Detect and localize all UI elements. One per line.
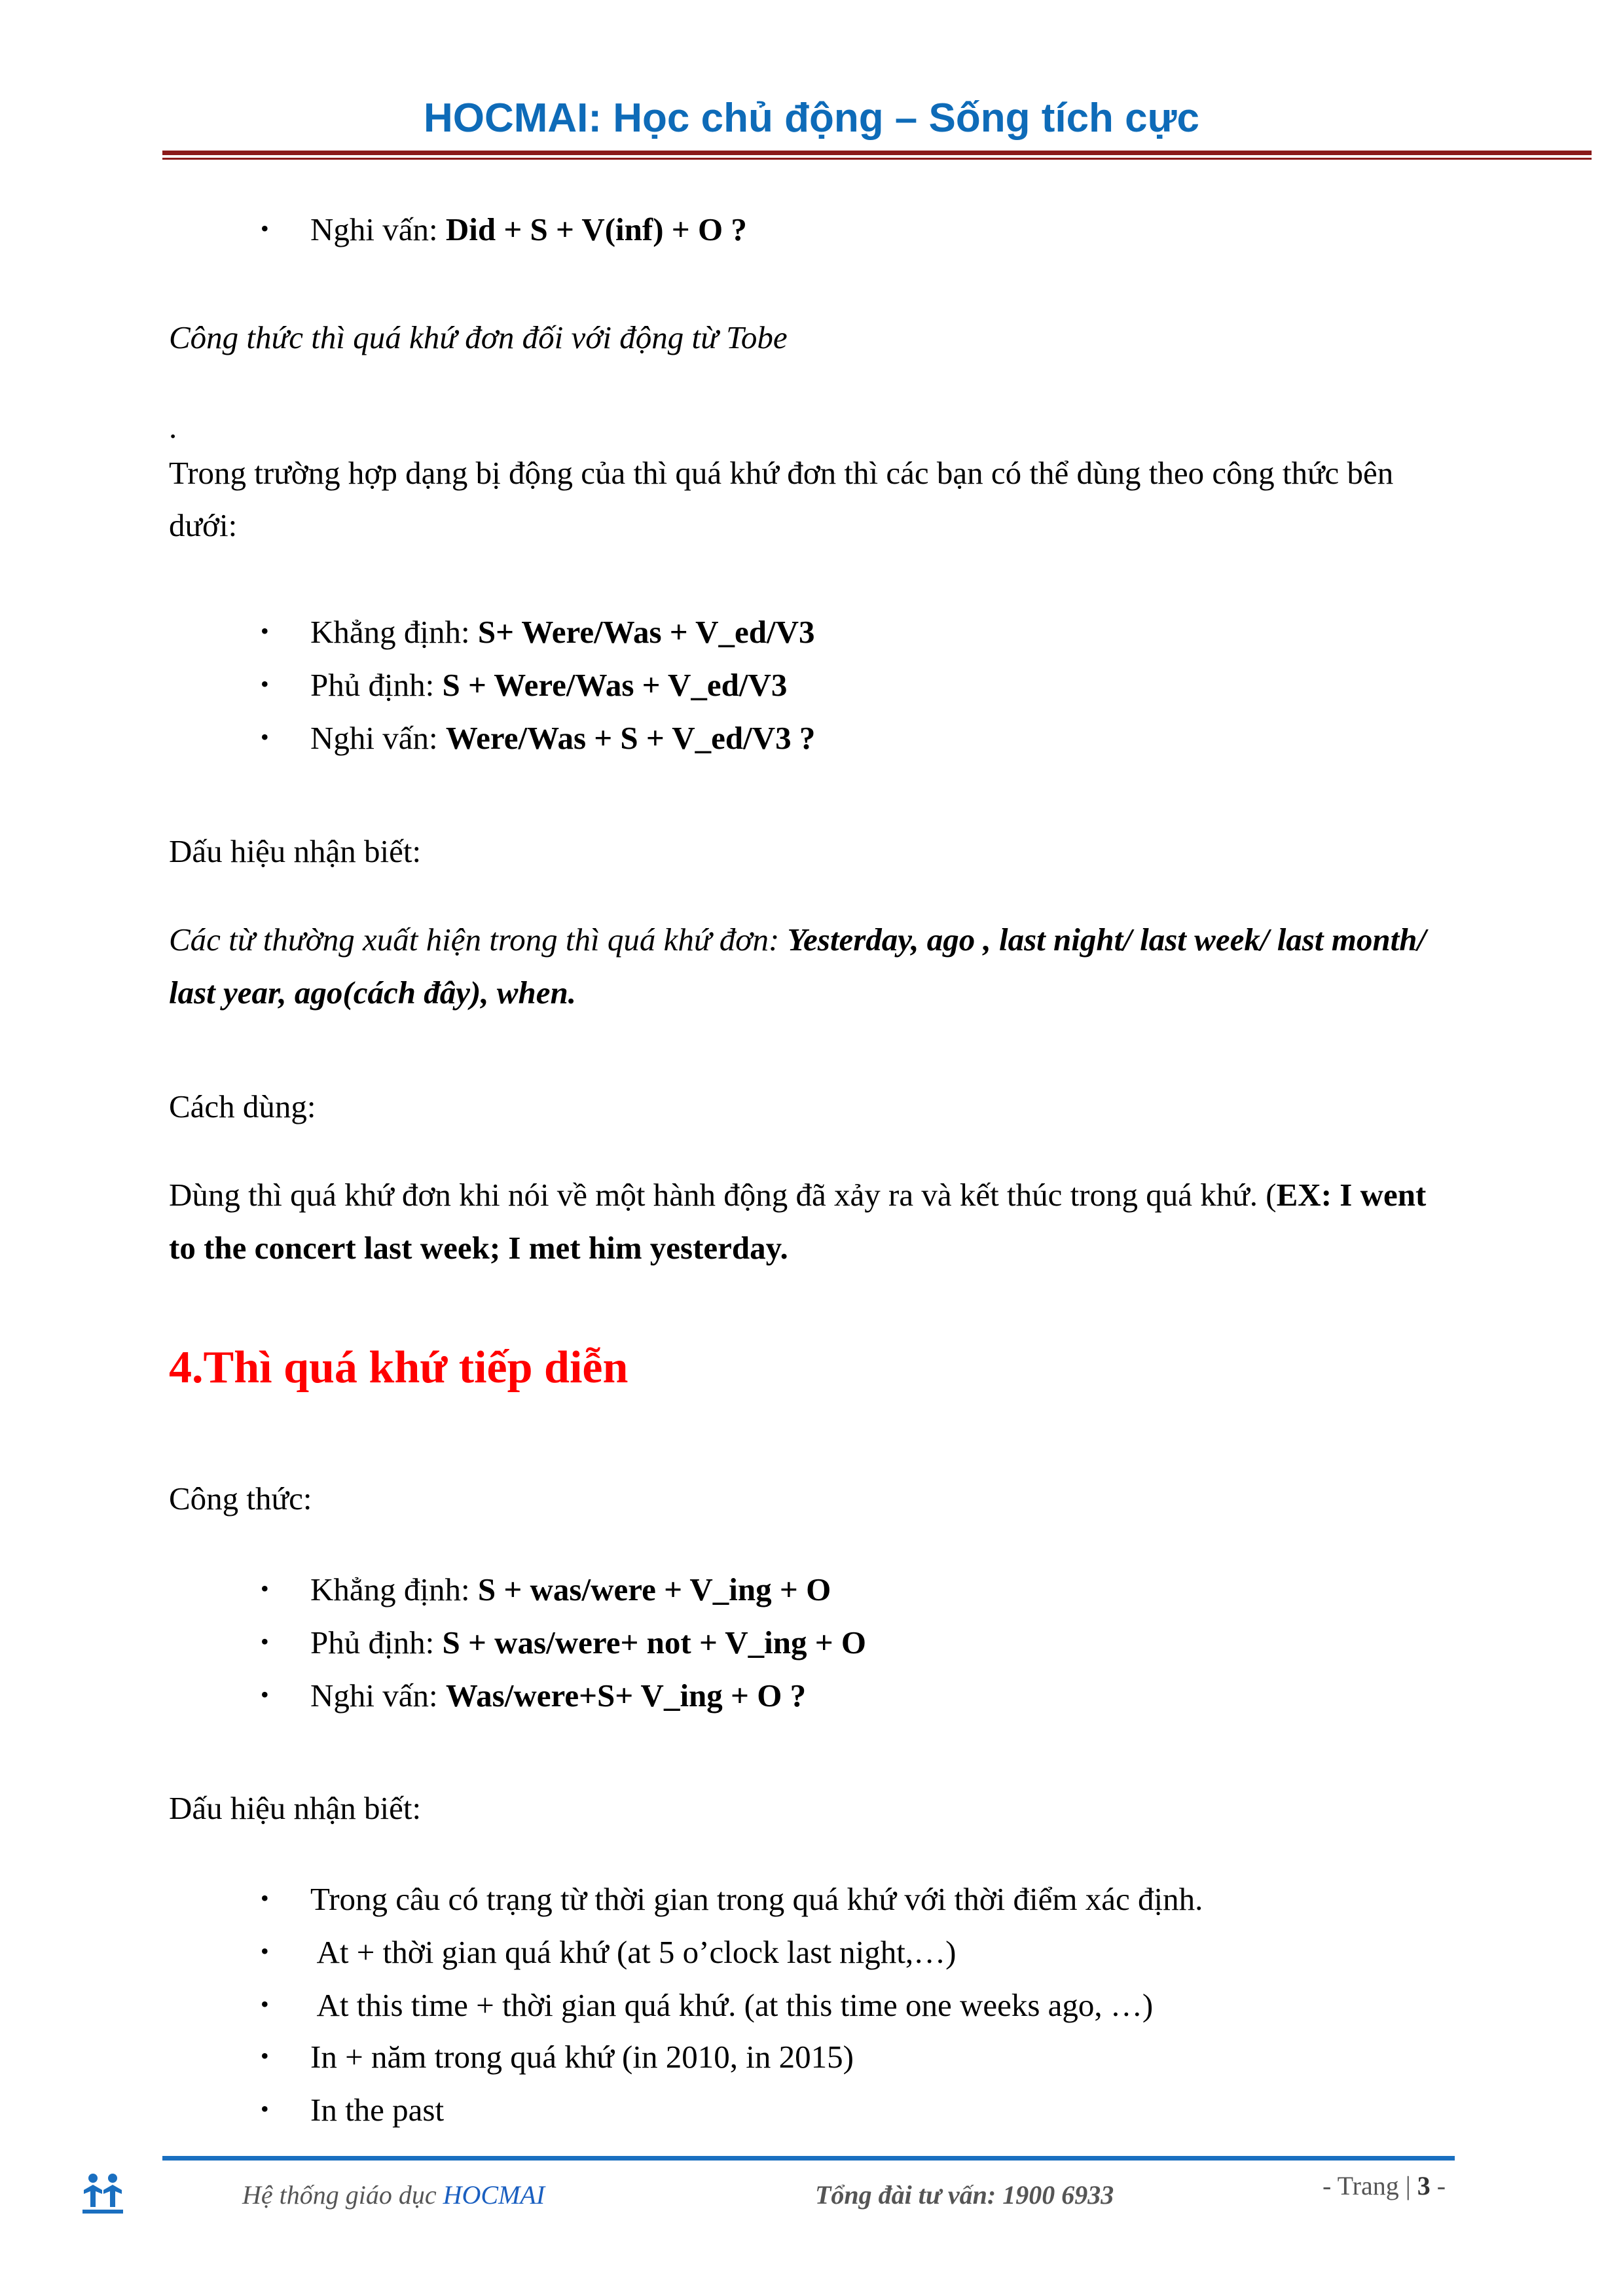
bullet-icon: • [261,1991,269,2017]
header-divider-thin [162,158,1592,160]
bullet-icon: • [261,671,269,697]
list-item: • At + thời gian quá khứ (at 5 o’clock last night,…) [261,1934,957,1970]
bullet-formula: S+ Were/Was + V_ed/V3 [477,614,815,650]
bullet-formula: Were/Was + S + V_ed/V3 ? [445,720,816,756]
signs-heading-2: Dấu hiệu nhận biết: [169,1790,422,1826]
bullet-label: Nghi vấn: [310,211,446,247]
bullet-label: Nghi vấn: [310,1677,446,1713]
usage-paragraph: Dùng thì quá khứ đơn khi nói về một hành động đã xảy ra và kết thúc trong quá khứ. (EX: I went [169,1177,1427,1213]
bullet-formula: Was/were+S+ V_ing + O ? [445,1677,807,1713]
bullet-formula: S + was/were+ not + V_ing + O [442,1624,867,1660]
usage-paragraph-cont: to the concert last week; I met him yesterday. [169,1230,788,1266]
header-divider [162,151,1592,155]
signs-paragraph: Các từ thường xuất hiện trong thì quá khứ đơn: Yesterday, ago , last night/ last week/ last month/ [169,922,1427,958]
bullet-icon: • [261,1885,269,1911]
tobe-caption: Công thức thì quá khứ đơn đối với động từ Tobe [169,319,788,355]
list-item [261,1571,831,1608]
bullet-icon: • [261,618,269,644]
bullet-formula: S + was/were + V_ing + O [477,1571,831,1607]
usage-heading: Cách dùng: [169,1088,316,1124]
footer-org: Hệ thống giáo dục HOCMAI [242,2180,545,2210]
bullet-label: Khẳng định: [310,614,478,650]
page-header-title: HOCMAI: Học chủ động – Sống tích cực [423,96,1200,141]
bullet-icon: • [261,1575,269,1602]
list-item [261,613,815,651]
bullet-icon: • [261,1681,269,1708]
passive-intro: Trong trường hợp dạng bị động của thì quá khứ đơn thì các bạn có thể dùng theo công thức bên [169,455,1394,491]
bullet-icon: • [261,2096,269,2122]
footer-hotline: Tổng đài tư vấn: 1900 6933 [815,2180,1114,2210]
formula-heading: Công thức: [169,1480,312,1516]
signs-paragraph-cont: last year, ago(cách đây), when. [169,975,576,1011]
list-item [261,1677,807,1714]
list-item [261,719,816,757]
hocmai-logo-icon [79,2170,127,2216]
list-item [261,211,747,248]
bullet-icon: • [261,215,269,242]
dot-line: . [169,409,177,445]
footer-divider [162,2156,1455,2161]
bullet-formula: S + Were/Was + V_ed/V3 [442,667,788,703]
bullet-formula: Did + S + V(inf) + O ? [445,211,747,247]
passive-intro-cont: dưới: [169,507,238,543]
bullet-label: Phủ định: [310,667,443,703]
list-item: • At this time + thời gian quá khứ. (at this time one weeks ago, …) [261,1987,1154,2023]
signs-heading: Dấu hiệu nhận biết: [169,833,422,869]
footer-page-number: - Trang | 3 - [1322,2171,1446,2200]
list-item: • Trong câu có trạng từ thời gian trong quá khứ với thời điểm xác định. [261,1881,1203,1917]
list-item: • In + năm trong quá khứ (in 2010, in 2015) [261,2039,854,2075]
bullet-label: Nghi vấn: [310,720,446,756]
bullet-icon: • [261,1628,269,1655]
list-item [261,1624,867,1661]
list-item: • In the past [261,2092,445,2128]
section-heading: 4.Thì quá khứ tiếp diễn [169,1342,629,1393]
bullet-label: Khẳng định: [310,1571,478,1607]
bullet-icon: • [261,2043,269,2069]
bullet-icon: • [261,724,269,750]
bullet-label: Phủ định: [310,1624,443,1660]
list-item [261,666,788,704]
bullet-icon: • [261,1938,269,1964]
